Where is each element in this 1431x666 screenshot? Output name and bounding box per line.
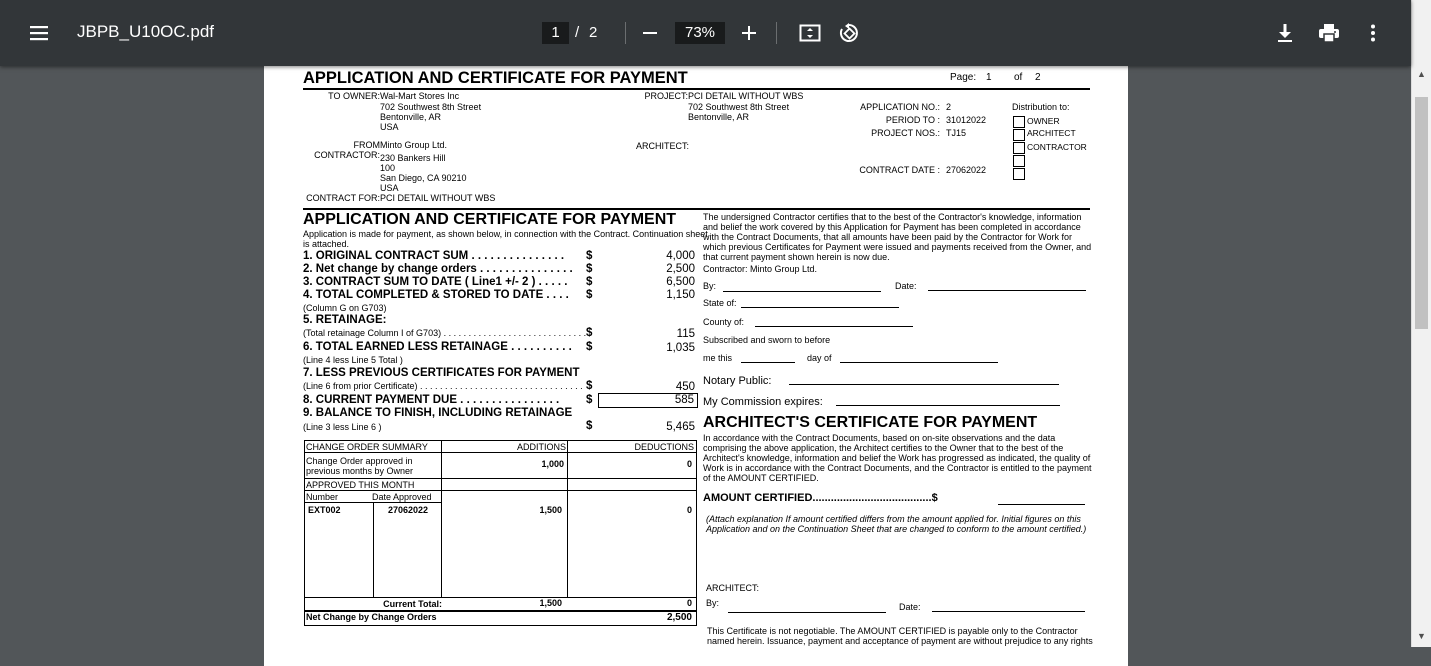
signature-line xyxy=(723,291,881,292)
toolbar-divider xyxy=(776,22,777,44)
rotate-icon xyxy=(838,22,860,44)
distribution-checkbox xyxy=(1013,116,1025,128)
signature-line xyxy=(928,290,1086,291)
co-row-additions: 1,500 xyxy=(539,505,562,515)
fit-page-icon xyxy=(799,23,821,43)
distribution-checkbox xyxy=(1013,168,1025,180)
dollar-sign: $ xyxy=(586,327,593,339)
distribution-item: CONTRACTOR xyxy=(1027,142,1087,152)
day-of-label: day of xyxy=(807,353,832,363)
total-earned-label: 6. TOTAL EARNED LESS RETAINAGE . . . . . . . . . . xyxy=(303,341,572,353)
print-icon xyxy=(1318,23,1340,43)
dollar-sign: $ xyxy=(586,263,593,275)
co-previous-deductions: 0 xyxy=(686,459,692,469)
table-hline xyxy=(304,478,696,479)
certification-text: and belief the work covered by this Application for Payment has been completed in accordance xyxy=(703,222,1081,232)
section-rule xyxy=(303,208,1090,210)
co-net-change-value: 2,500 xyxy=(666,612,692,623)
document-title: APPLICATION AND CERTIFICATE FOR PAYMENT xyxy=(303,69,688,87)
menu-icon xyxy=(29,25,49,41)
certification-text: The undersigned Contractor certifies that to the best of the Contractor's knowledge, information xyxy=(703,212,1082,222)
certification-text: with the Contract Documents, that all amounts have been paid by the Contractor for Work for xyxy=(703,232,1073,242)
retainage-label: 5. RETAINAGE: xyxy=(303,314,387,326)
zoom-in-button[interactable] xyxy=(738,20,760,46)
dollar-sign: $ xyxy=(586,394,593,406)
vertical-scrollbar[interactable] xyxy=(1411,0,1431,647)
net-change-label: 2. Net change by change orders . . . . . . . . . . . . . . . xyxy=(303,263,573,275)
total-completed-value: 1,150 xyxy=(666,289,695,301)
distribution-checkbox xyxy=(1013,129,1025,141)
attach-explanation: (Attach explanation If amount certified differs from the amount applied for. Initial figures on this xyxy=(706,514,1081,524)
owner-line: Bentonville, AR xyxy=(380,112,442,122)
retainage-value: 115 xyxy=(676,328,695,340)
dollar-sign: $ xyxy=(586,250,593,262)
contractor-name: Contractor: Minto Group Ltd. xyxy=(703,264,818,274)
architect-certificate-text: of the AMOUNT CERTIFIED. xyxy=(703,473,819,483)
co-current-total-additions: 1,500 xyxy=(539,598,562,608)
dollar-sign: $ xyxy=(586,380,593,392)
less-previous-value: 450 xyxy=(675,381,695,393)
zoom-out-button[interactable] xyxy=(639,20,661,46)
co-date-header: Date Approved xyxy=(372,492,432,502)
co-additions-header: ADDITIONS xyxy=(516,442,566,452)
commission-label: My Commission expires: xyxy=(703,396,823,408)
architect-label: ARCHITECT: xyxy=(636,141,690,151)
certification-text: which previous Certificates for Payment were issued and payments received from the Owner, and xyxy=(703,242,1092,252)
page-total: 2 xyxy=(1035,72,1041,83)
contract-for-value: PCI DETAIL WITHOUT WBS xyxy=(380,193,496,203)
sworn-label: Subscribed and sworn to before xyxy=(703,335,831,345)
of-label: of xyxy=(1014,72,1023,83)
less-previous-note: (Line 6 from prior Certificate) . . . . . . . . . . . . . . . . . . . . . . . . . . . . . . . . . xyxy=(303,381,583,391)
table-vline xyxy=(373,502,374,598)
signature-line xyxy=(728,612,886,613)
application-intro: Application is made for payment, as shown below, in connection with the Contract. Continuation sheet xyxy=(303,229,708,239)
co-previous-label: Change Order approved in xyxy=(306,456,413,466)
balance-to-finish-label: 9. BALANCE TO FINISH, INCLUDING RETAINAGE xyxy=(303,407,573,419)
signature-line xyxy=(998,504,1085,505)
contractor-line: 230 Bankers Hill xyxy=(380,153,446,163)
co-row-deductions: 0 xyxy=(686,505,692,515)
balance-to-finish-value: 5,465 xyxy=(666,421,695,433)
table-hline xyxy=(304,452,696,453)
less-previous-label: 7. LESS PREVIOUS CERTIFICATES FOR PAYMENT xyxy=(303,367,580,379)
pdf-page xyxy=(264,66,1128,666)
co-number-header: Number xyxy=(306,492,339,502)
co-previous-label: previous months by Owner xyxy=(306,466,414,476)
toolbar-divider xyxy=(625,22,626,44)
zoom-input[interactable]: 73% xyxy=(675,22,725,44)
print-button[interactable] xyxy=(1316,20,1342,46)
architect-certificate-text: comprising the above application, the Architect certifies to the Owner that to the best of the xyxy=(703,443,1064,453)
by-label: By: xyxy=(706,598,720,608)
date-label: Date: xyxy=(895,281,917,291)
contractor-line: USA xyxy=(380,183,399,193)
dollar-sign: $ xyxy=(586,420,593,432)
page-number-input[interactable]: 1 xyxy=(542,22,569,44)
fit-to-page-button[interactable] xyxy=(797,20,823,46)
page-separator: / xyxy=(575,24,580,41)
minus-icon xyxy=(642,25,658,41)
signature-line xyxy=(932,611,1085,612)
distribution-item: OWNER xyxy=(1027,116,1060,126)
contract-sum-to-date-value: 6,500 xyxy=(666,276,695,288)
co-approved-label: APPROVED THIS MONTH xyxy=(306,480,415,490)
contractor-line: 100 xyxy=(380,163,396,173)
contract-sum-to-date-label: 3. CONTRACT SUM TO DATE ( Line1 +/- 2 ) . . . . . xyxy=(303,276,568,288)
more-actions-button[interactable] xyxy=(1362,20,1384,46)
more-vert-icon xyxy=(1370,24,1376,42)
period-value: 31012022 xyxy=(946,115,987,125)
menu-button[interactable] xyxy=(22,20,56,46)
project-nos-label: PROJECT NOS.: xyxy=(871,128,940,138)
current-payment-due-value: 585 xyxy=(674,394,694,406)
architect-sign-label: ARCHITECT: xyxy=(706,583,760,593)
attach-explanation: Application and on the Continuation Sheet that are changed to conform to the amount certified.) xyxy=(706,524,1087,534)
co-previous-additions: 1,000 xyxy=(541,459,564,469)
rotate-button[interactable] xyxy=(836,20,862,46)
architect-certificate-title: ARCHITECT'S CERTIFICATE FOR PAYMENT xyxy=(703,414,1038,431)
distribution-label: Distribution to: xyxy=(1012,102,1070,112)
contract-for-label: CONTRACT FOR: xyxy=(306,193,380,203)
notary-label: Notary Public: xyxy=(703,375,772,387)
signature-line xyxy=(789,384,1059,385)
date-label: Date: xyxy=(899,602,921,612)
owner-line: 702 Southwest 8th Street xyxy=(380,102,482,112)
signature-line xyxy=(755,326,913,327)
app-no-value: 2 xyxy=(946,102,952,112)
table-vline xyxy=(567,440,568,598)
table-vline xyxy=(441,440,442,598)
scrollbar-thumb[interactable] xyxy=(1415,97,1428,329)
co-row-number: EXT002 xyxy=(308,505,341,515)
retainage-note: (Total retainage Column I of G703) . . . . . . . . . . . . . . . . . . . . . . . . . . . . . xyxy=(303,328,587,338)
owner-label: TO OWNER: xyxy=(328,91,380,101)
owner-line: USA xyxy=(380,122,399,132)
by-label: By: xyxy=(703,281,717,291)
co-deductions-header: DEDUCTIONS xyxy=(634,442,694,452)
contractor-line: San Diego, CA 90210 xyxy=(380,173,467,183)
project-line: Bentonville, AR xyxy=(688,112,750,122)
distribution-checkbox xyxy=(1013,155,1025,167)
project-nos-value: TJ15 xyxy=(946,128,967,138)
page-label: Page: xyxy=(950,72,977,83)
download-icon xyxy=(1276,23,1294,43)
contractor-label: FROM xyxy=(353,140,380,150)
original-contract-sum-label: 1. ORIGINAL CONTRACT SUM . . . . . . . . . . . . . . . xyxy=(303,250,565,262)
co-current-total-label: Current Total: xyxy=(383,599,442,609)
signature-line xyxy=(741,362,795,363)
not-negotiable-text: named herein. Issuance, payment and acceptance of payment are without prejudice to any rights xyxy=(707,636,1093,646)
table-hline xyxy=(304,490,696,491)
dollar-sign: $ xyxy=(586,289,593,301)
contract-date-label: CONTRACT DATE : xyxy=(859,165,940,175)
contractor-line: Minto Group Ltd. xyxy=(380,140,448,150)
net-change-value: 2,500 xyxy=(666,263,695,275)
project-line: 702 Southwest 8th Street xyxy=(688,102,790,112)
project-line: PCI DETAIL WITHOUT WBS xyxy=(688,91,804,101)
me-this-label: me this xyxy=(703,353,733,363)
scroll-down-arrow-icon[interactable]: ▼ xyxy=(1417,631,1426,641)
architect-certificate-text: In accordance with the Contract Documents, based on on-site observations and the data xyxy=(703,433,1056,443)
co-row-date: 27062022 xyxy=(388,505,429,515)
project-label: PROJECT: xyxy=(644,91,688,101)
dollar-sign: $ xyxy=(586,276,593,288)
county-label: County of: xyxy=(703,317,745,327)
application-intro: is attached. xyxy=(303,239,350,249)
total-completed-note: (Column G on G703) xyxy=(303,303,387,313)
architect-certificate-text: Architect's knowledge, information and belief the Work has progressed as indicated, the quality of xyxy=(703,453,1091,463)
balance-to-finish-note: (Line 3 less Line 6 ) xyxy=(303,422,382,432)
application-section-title: APPLICATION AND CERTIFICATE FOR PAYMENT xyxy=(303,211,677,228)
current-payment-due-label: 8. CURRENT PAYMENT DUE . . . . . . . . . . . . . . . . xyxy=(303,394,560,406)
signature-line xyxy=(836,405,1060,406)
owner-line: Wal-Mart Stores Inc xyxy=(380,91,460,101)
co-current-total-deductions: 0 xyxy=(686,598,692,608)
distribution-item: ARCHITECT xyxy=(1027,128,1076,138)
header-rule xyxy=(303,88,1090,90)
app-no-label: APPLICATION NO.: xyxy=(860,102,940,112)
signature-line xyxy=(840,362,998,363)
dollar-sign: $ xyxy=(586,341,593,353)
not-negotiable-text: This Certificate is not negotiable. The AMOUNT CERTIFIED is payable only to the Contractor xyxy=(707,626,1078,636)
amount-certified-label: AMOUNT CERTIFIED.......................................$ xyxy=(703,492,938,504)
state-label: State of: xyxy=(703,298,737,308)
distribution-checkbox xyxy=(1013,142,1025,154)
total-earned-value: 1,035 xyxy=(666,342,695,354)
signature-line xyxy=(741,307,899,308)
plus-icon xyxy=(741,25,757,41)
total-earned-note: (Line 4 less Line 5 Total ) xyxy=(303,355,403,365)
file-title: JBPB_U10OC.pdf xyxy=(77,22,215,41)
original-contract-sum-value: 4,000 xyxy=(666,250,695,262)
pdf-toolbar xyxy=(0,0,1411,66)
total-completed-label: 4. TOTAL COMPLETED & STORED TO DATE . . . . xyxy=(303,289,569,301)
co-summary-header: CHANGE ORDER SUMMARY xyxy=(306,442,428,452)
architect-certificate-text: Work is in accordance with the Contract Documents, and the Contractor is entitled to the payment xyxy=(703,463,1092,473)
scroll-up-arrow-icon[interactable]: ▲ xyxy=(1417,69,1426,79)
page-count: 2 xyxy=(589,24,598,41)
period-label: PERIOD TO : xyxy=(885,115,940,125)
page-number: 1 xyxy=(986,72,992,83)
contract-date-value: 27062022 xyxy=(946,165,987,175)
contractor-label: CONTRACTOR: xyxy=(314,150,380,160)
certification-text: that current payment shown herein is now due. xyxy=(703,252,890,262)
download-button[interactable] xyxy=(1272,20,1298,46)
co-net-change-label: Net Change by Change Orders xyxy=(306,612,437,622)
